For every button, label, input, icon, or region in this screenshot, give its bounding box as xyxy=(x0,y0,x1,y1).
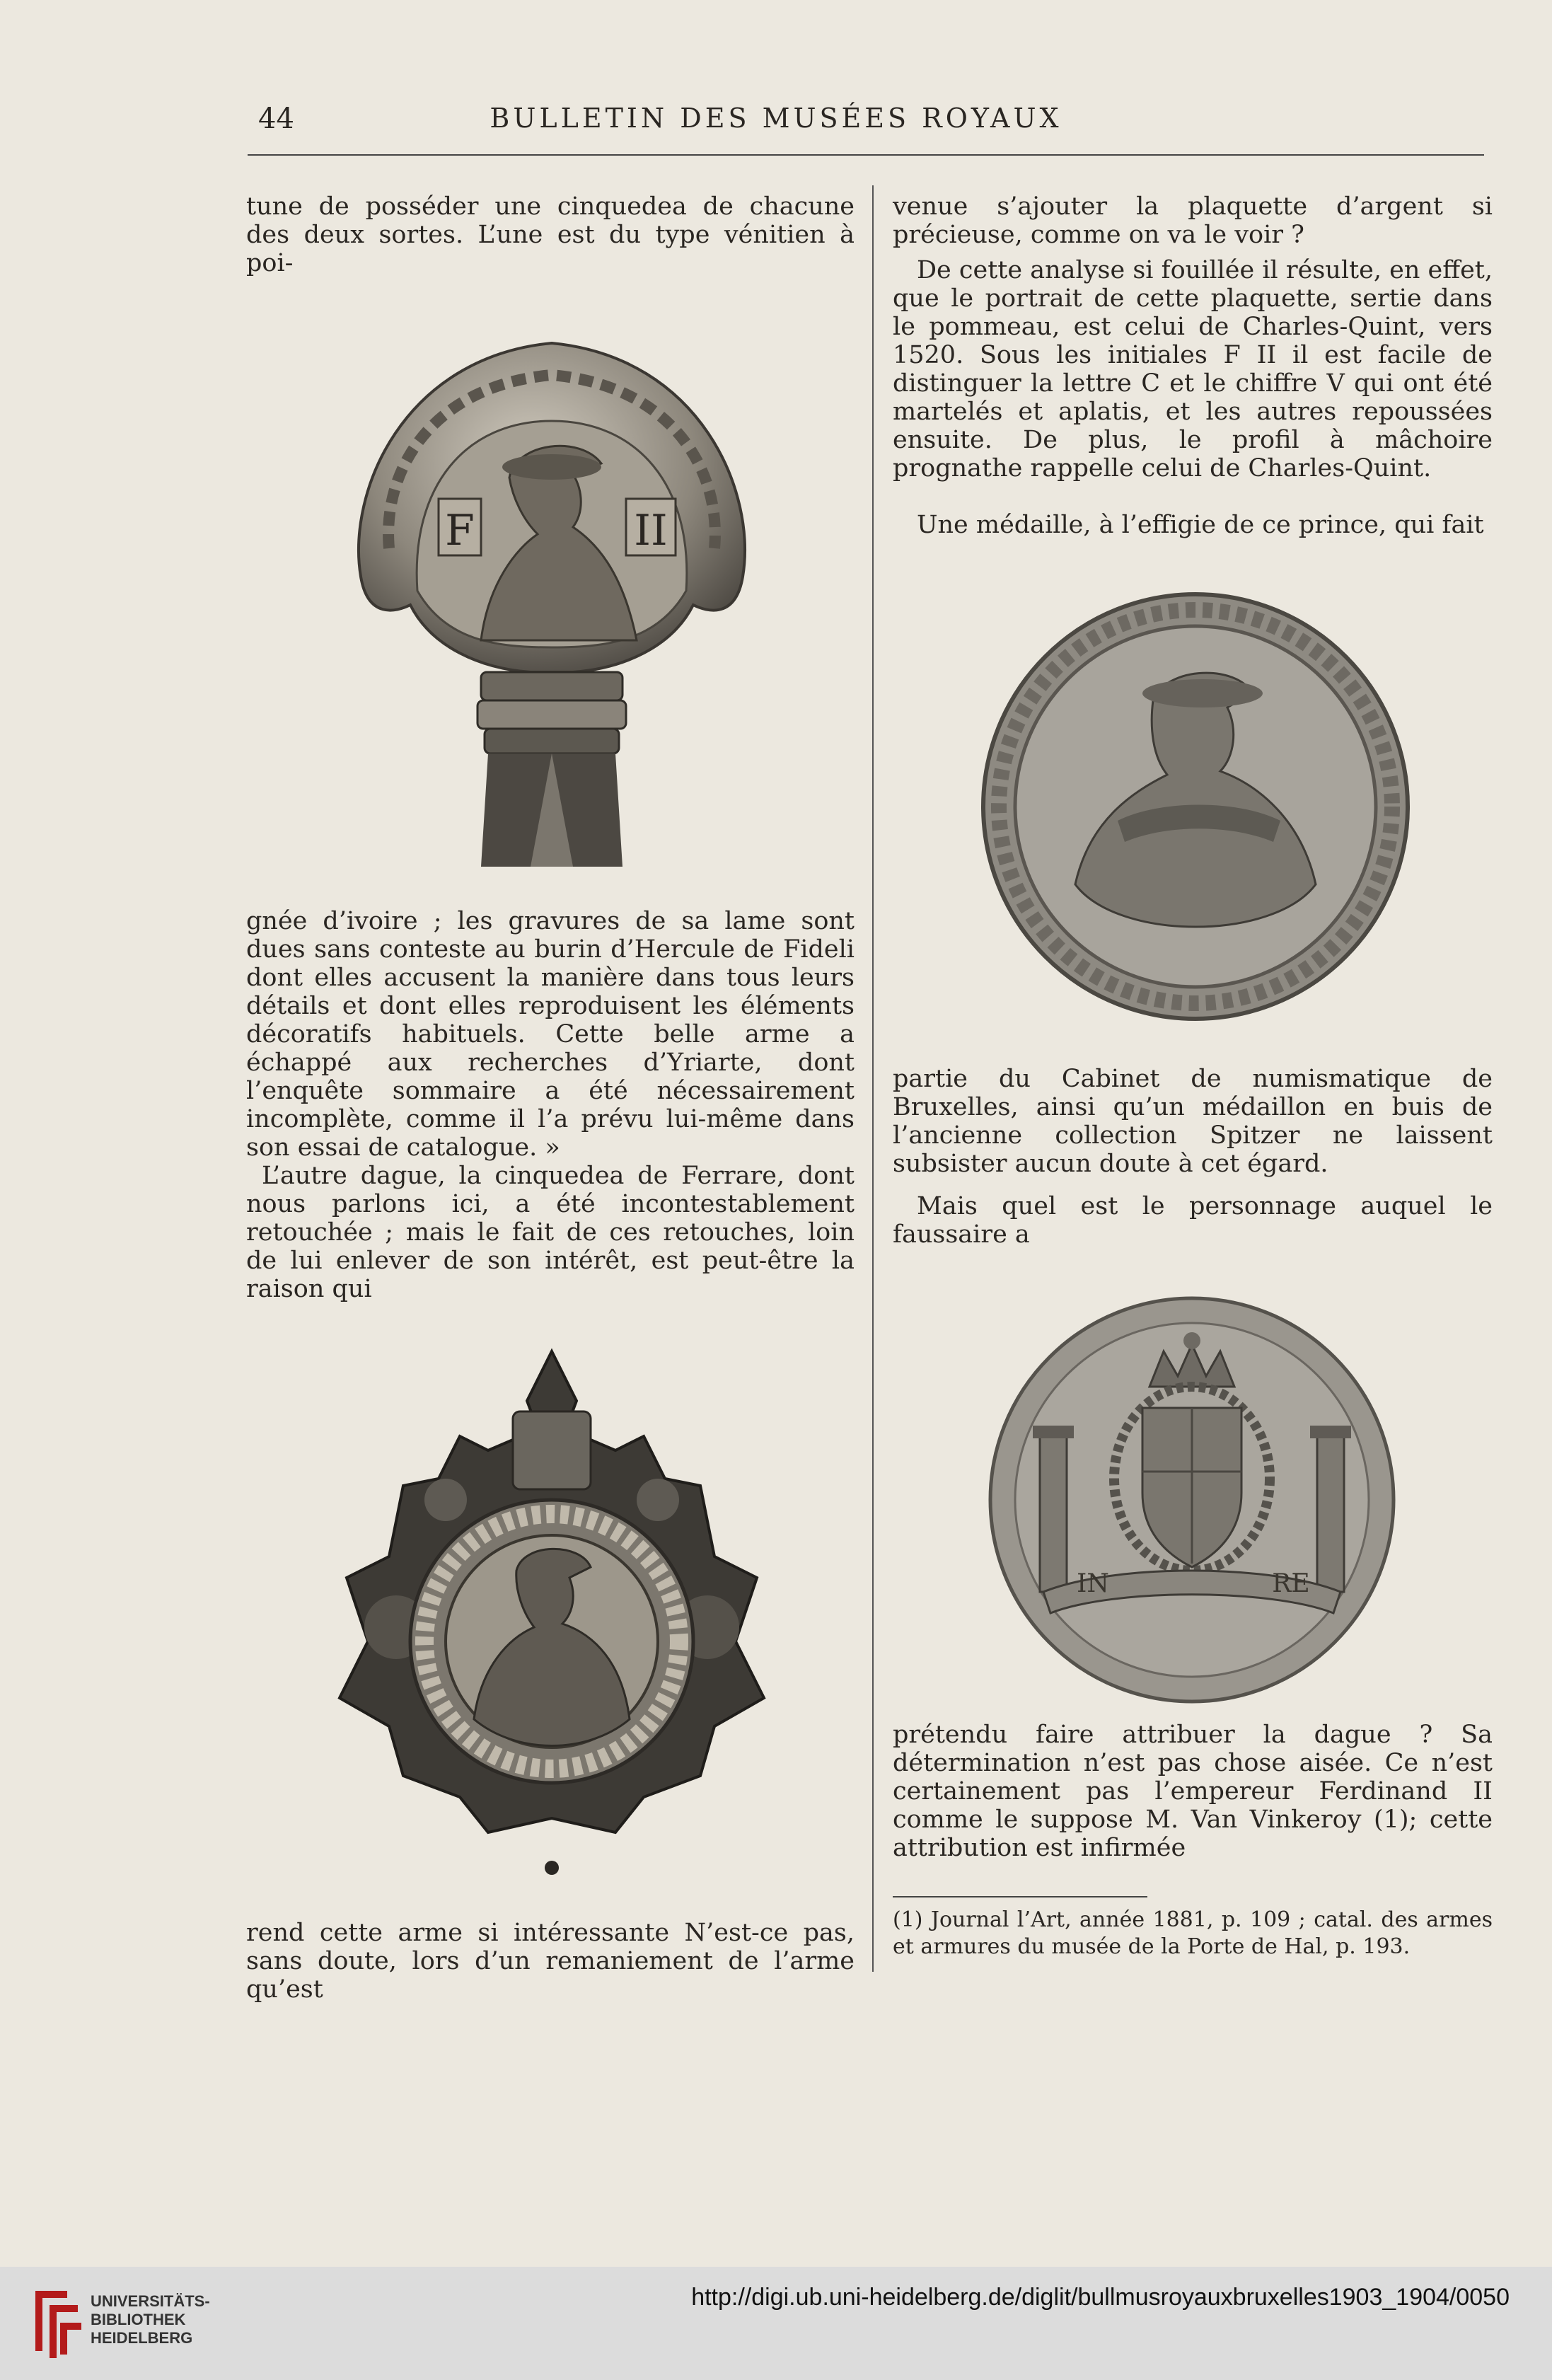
medal-obverse-figure xyxy=(976,587,1415,1026)
library-name-line-2: BIBLIOTHEK xyxy=(91,2311,186,2328)
right-paragraph-4: partie du Cabinet de numismatique de Bruxelles, ainsi qu’un médaillon en buis de l’ancienne collection Spitzer ne laissent subsister aucun doute à cet égard. xyxy=(893,1065,1493,1178)
right-paragraph-2: De cette analyse si fouillée il résulte, en effet, que le portrait de cette plaquette, sertie dans le pommeau, est celui de Charles-Quint, vers 1520. Sous les initiales F II il est facile de distinguer la lettre C et le chiffre V qui ont été martelés et aplatis, et les autres repoussées ensuite. De plus, le profil à mâchoire prognathe rappelle celui de Charles-Quint. xyxy=(893,256,1493,483)
library-name-line-3: HEIDELBERG xyxy=(91,2329,193,2347)
pommel-plaquette-figure xyxy=(340,315,764,874)
library-logo-icon xyxy=(28,2284,85,2362)
medal-legend-right: RE xyxy=(1272,1569,1310,1598)
source-url-link[interactable]: http://digi.ub.uni-heidelberg.de/diglit/bullmusroyauxbruxelles1903_1904/0050 xyxy=(691,2284,1510,2311)
initial-f: F xyxy=(445,506,475,555)
column-divider xyxy=(872,185,874,1972)
left-paragraph-4: rend cette arme si intéressante N’est-ce pas, sans doute, lors d’un remaniement de l’arme qu’est xyxy=(246,1919,855,2004)
boxwood-medallion-figure xyxy=(332,1344,771,1882)
library-name-line-1: UNIVERSITÄTS- xyxy=(91,2292,210,2310)
footnote: (1) Journal l’Art, année 1881, p. 109 ; catal. des armes et armures du musée de la Porte de Hal, p. 193. xyxy=(893,1907,1493,1959)
medal-legend-left: IN xyxy=(1077,1569,1109,1598)
left-paragraph-2: gnée d’ivoire ; les gravures de sa lame sont dues sans conteste au burin d’Hercule de Fideli dont elles accusent la manière dans tous leurs détails et dont elles reproduisent les éléments décoratifs habituels. Cette belle arme a échappé aux recherches d’Yriarte, dont l’enquête sommaire a été nécessairement incomplète, comme il l’a prévu lui-même dans son essai de catalogue. » xyxy=(246,907,855,1162)
right-paragraph-6: prétendu faire attribuer la dague ? Sa détermination n’est pas chose aisée. Ce n’est certainement pas l’empereur Ferdinand II comme le suppose M. Van Vinkeroy (1); cette attribution est infirmée xyxy=(893,1721,1493,1862)
right-paragraph-1: venue s’ajouter la plaquette d’argent si précieuse, comme on va le voir ? xyxy=(893,192,1493,249)
header-rule xyxy=(248,154,1484,156)
running-title: BULLETIN DES MUSÉES ROYAUX xyxy=(490,103,1062,134)
initial-ii: II xyxy=(634,506,668,555)
left-paragraph-1: tune de posséder une cinquedea de chacune des deux sortes. L’une est du type vénitien à poi- xyxy=(246,192,855,277)
page-number: 44 xyxy=(258,103,294,135)
right-paragraph-3: Une médaille, à l’effigie de ce prince, qui fait xyxy=(917,511,1484,539)
left-paragraph-3: L’autre dague, la cinquedea de Ferrare, dont nous parlons ici, a été incontestablement retouchée ; mais le fait de ces retouches, loin de lui enlever de son intérêt, est peut-être la raison qui xyxy=(246,1162,855,1303)
footnote-rule xyxy=(893,1896,1147,1897)
medal-reverse-figure xyxy=(987,1295,1397,1705)
right-paragraph-5: Mais quel est le personnage auquel le faussaire a xyxy=(893,1192,1493,1249)
library-name xyxy=(91,2292,289,2347)
